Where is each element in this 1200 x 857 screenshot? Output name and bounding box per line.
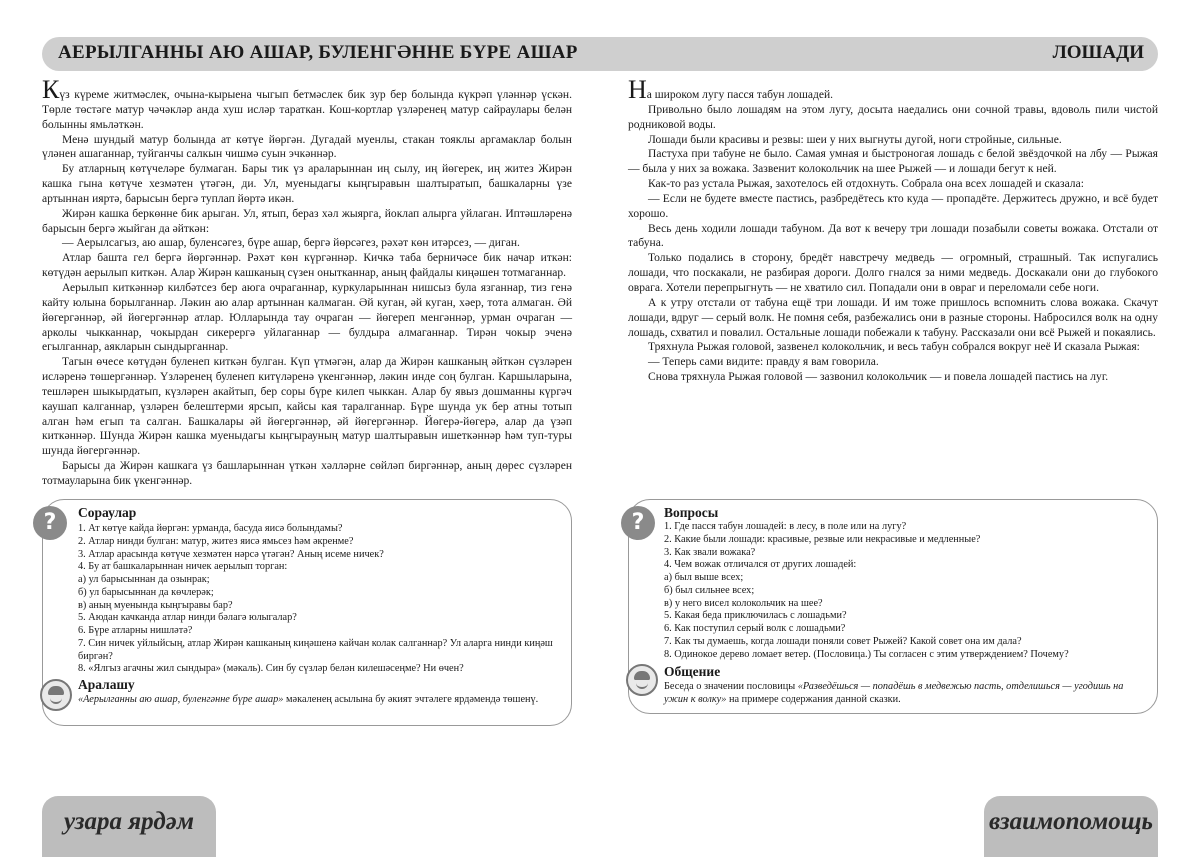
communication-icon <box>40 679 72 711</box>
story-paragraph: А к утру отстали от табуна ещё три лошади. И им тоже пришлось вспомнить слова вожака. Скачут лошади, вдруг — серый волк. Не помня себя, разбежались они в разные стороны. Набросился волк на одну лошадь, схватил и повалил. Остальные лошади побежали к табуну. Рассказали они всё Рыжей и покаялись. <box>628 296 1158 339</box>
questions-title: Сораулар <box>78 505 137 520</box>
left-page-title: АЕРЫЛГАННЫ АЮ АШАР, БУЛЕНГӘННЕ БҮРЕ АШАР <box>58 42 578 63</box>
story-paragraph: Бу атларның көтүчеләре булмаган. Бары тик үз араларыннан иң сылу, иң йөгерек, иң житез Жирән кашка гына көтүче хезмәтен үтәгән, ди. Ул, муеныдагы кыңгыравын шалтыратып, башкаларны үзе артыннан ияртә, барысын бергә туплап йөртә икән. <box>42 163 572 205</box>
question-item: в) у него висел колокольчик на шее? <box>664 597 823 609</box>
story-paragraph: Тагын өчесе көтүдән буленеп киткән булган. Күп үтмәгән, алар да Жирән кашканың әйткән сүзләрен исләренә төшергәннәр. Үзләренең буленеп китүләренә үкенгәннәр, ләкин инде соң булган. Каршыларына, тешләрен шыкырдатып, күзләрен акайтып, бер соры бүре килеп чыккан. Алар бу явыз дошманны күргәч каушап калганнар, үзләрен белештерми ярсып, кайсы кая таралганнар. Бүре шунда ук бер атны тотып алган һәм егып та салган. Башкалары әй йөгергәннәр, әй йөгергәннәр. Йөгерә-йөгерә, алар да үзәп киткәннәр. Шунда Жирән кашка муеныдагы кыңгырауның матур шалтыравын ишеткәннәр һәм туп-туры шунда йөгергәннәр. <box>42 356 572 458</box>
left-story-text <box>42 75 572 489</box>
story-paragraph: Барысы да Жирән кашкага үз башларыннан үткән хәлләрне сөйләп биргәннәр, аның дөрес сүзләрен тотмауларына бик үкенгәннәр. <box>42 460 572 487</box>
question-item: а) ул барысыннан да озынрак; <box>78 574 210 585</box>
question-item: 2. Какие были лошади: красивые, резвые или некрасивые и медленные? <box>664 533 981 545</box>
communication-title: Общение <box>664 664 721 679</box>
questions-title: Вопросы <box>664 505 719 520</box>
story-paragraph: Весь день ходили лошади табуном. Да вот к вечеру три лошади позабыли советы вожака. Отстали от табуна. <box>628 222 1158 250</box>
story-paragraph: Атлар башта гел бергә йөргәннәр. Рәхәт көн күргәннәр. Кичкә таба берничәсе бик начар иткән: көтүдән аерылып киткән. Алар Жирән кашканың сүзен онытканнар, аның файдалы киңәшен тотмаганнар. <box>42 252 572 280</box>
question-item: 6. Как поступил серый волк с лошадьми? <box>664 623 846 634</box>
story-paragraph: Аерылып киткәннәр килбәтсез бер аюга очраганнар, куркуларыннан нишсыз була язганнар, тиз генә кайту юлына борылганнар. Ләкин аю алар артыннан калмаган. Әй куган, әй куган, хәер, тота алмаган. Әй йөгергәннәр, әй йөгергәннәр атлар. Юлларында тау очраган — йөгереп менгәннәр, урман очраган — арколы чыкканнар, чокырдан сикерергә уйлаганнар — булдыра алмаганнар. Тирән чокыр эченә егылганнар, аякларын сындырганнар. <box>42 281 572 354</box>
question-item: 2. Атлар нинди булган: матур, житез яисә ямьсез һәм әкренме? <box>78 535 354 547</box>
footer-tab-left <box>42 796 216 857</box>
question-item: 3. Как звали вожака? <box>664 546 756 558</box>
story-paragraph: Пастуха при табуне не было. Самая умная и быстроногая лошадь с белой звёздочкой на лбу — Рыжая — была у них за вожака. Зазвенит колокольчик на шее Рыжей — и лошади бегут к ней. <box>628 148 1158 176</box>
questions-list <box>664 521 1148 661</box>
story-paragraph: Күз күреме житмәслек, очына-кырыена чыгып бетмәслек бик зур бер болында күкрәп үләннәр үскән. Төрле төстәге матур чәчәкләр анда хуш исләр тараткан. Кош-кортлар үзләренең матур сайраулары белән болынны ямьләткән. <box>42 75 572 131</box>
question-mark-icon: ? <box>33 506 67 540</box>
question-item: б) ул барысыннан да көчлерәк; <box>78 586 214 598</box>
footer-label: узара ярдәм <box>64 808 194 835</box>
story-paragraph: Лошади были красивы и резвы: шеи у них выгнуты дугой, ноги стройные, сильные. <box>648 133 1062 146</box>
question-item: 4. Чем вожак отличался от других лошадей: <box>664 559 857 571</box>
question-item: б) был сильнее всех; <box>664 584 755 596</box>
story-paragraph: — Если не будете вместе пастись, разбредётесь кто куда — пропадёте. Держитесь дружно, и всё будет хорошо. <box>628 192 1158 220</box>
story-paragraph: Жирән кашка беркөнне бик арыган. Ул, ятып, бераз хәл жыярга, йоклап алырга уйлаган. Иптәшләренә барысын бергә жыйган да әйткән: <box>42 207 572 235</box>
footer-label: взаимопомощь <box>989 808 1153 835</box>
question-item: 4. Бу ат башкаларыннан ничек аерылып торган: <box>78 561 288 573</box>
question-item: 7. Син ничек уйлыйсың, атлар Жирән кашканың киңәшенә кайчан колак салганнар? Ул аларга нинди киңәш биргән? <box>78 637 553 662</box>
footer-tab-right <box>984 796 1158 857</box>
story-paragraph: — Аерылсагыз, аю ашар, буленсәгез, бүре ашар, бергә йөрсәгез, рәхәт көн итәрсез, — диган. <box>62 237 520 250</box>
story-paragraph: На широком лугу пасся табун лошадей. <box>628 75 834 104</box>
story-paragraph: Снова тряхнула Рыжая головой — зазвонил колокольчик — и повела лошадей пастись на луг. <box>648 371 1109 384</box>
dropcap: К <box>42 75 60 104</box>
question-item: 5. Какая беда приключилась с лошадьми? <box>664 610 847 622</box>
question-item: 1. Ат көтүе кайда йөргән: урманда, басуда яисә болындамы? <box>78 523 343 534</box>
question-item: а) был выше всех; <box>664 572 744 583</box>
right-page-title: ЛОШАДИ <box>1052 42 1144 63</box>
questions-list <box>78 523 560 676</box>
story-paragraph: Привольно было лошадям на этом лугу, досыта наедались они сочной травы, вдоволь пили чистой родниковой воды. <box>628 103 1158 131</box>
story-paragraph: Как-то раз устала Рыжая, захотелось ей отдохнуть. Собрала она всех лошадей и сказала: <box>648 178 1084 191</box>
communication-text: Беседа о значении пословицы «Разведёшься — попадёшь в медвежью пасть, отделишься — угодишь на ужин к волку» на примере содержания данной сказки. <box>664 681 1124 705</box>
story-paragraph: Только подались в сторону, бредёт навстречу медведь — огромный, страшный. Так испугались лошади, что поскакали, не разбирая дороги. Долго гнался за ними медведь. Доскакали они до глубокого оврага. Хотели перепрыгнуть — не хватило сил. Попадали они в овраг и переломали себе ноги. <box>628 252 1158 294</box>
communication-text: «Аерылганны аю ашар, буленгәнне бүре ашар» мәкаленең асылына бу әкият эчтәлеге ярдәмендә төшенү. <box>78 694 539 705</box>
question-item: 8. Одинокое дерево ломает ветер. (Пословица.) Ты согласен с этим утверждением? Почему? <box>664 648 1069 660</box>
story-paragraph: — Теперь сами видите: правду я вам говорила. <box>648 356 879 369</box>
story-paragraph: Менә шундый матур болында ат көтүе йөргән. Дугадай муенлы, стакан тояклы аргамаклар болын үләнен ашаганнар, туйганчы салкын чишмә суын эчкәннәр. <box>42 133 572 161</box>
question-item: 3. Атлар арасында көтүче хезмәтен нәрсә үтәгән? Аның исеме ничек? <box>78 548 384 560</box>
question-item: 7. Как ты думаешь, когда лошади поняли совет Рыжей? Какой совет она им дала? <box>664 635 1022 647</box>
question-item: в) аның муенында кыңгыравы бар? <box>78 599 233 611</box>
question-item: 5. Аюдан качканда атлар нинди бәлагә юлыгалар? <box>78 612 297 624</box>
question-item: 8. «Ялгыз агачны жил сындыра» (мәкаль). Син бу сүзләр белән килешәсеңме? Ни өчен? <box>78 663 464 675</box>
dropcap: Н <box>628 75 647 104</box>
question-item: 6. Бүре атларны нишләтә? <box>78 625 193 636</box>
communication-icon <box>626 664 658 696</box>
question-item: 1. Где пасся табун лошадей: в лесу, в поле или на лугу? <box>664 521 907 532</box>
question-mark-icon: ? <box>621 506 655 540</box>
communication-title: Аралашу <box>78 677 135 692</box>
right-story-text <box>628 75 1158 385</box>
story-paragraph: Тряхнула Рыжая головой, зазвенел колокольчик, и весь табун собрался вокруг неё И сказала Рыжая: <box>648 341 1140 354</box>
